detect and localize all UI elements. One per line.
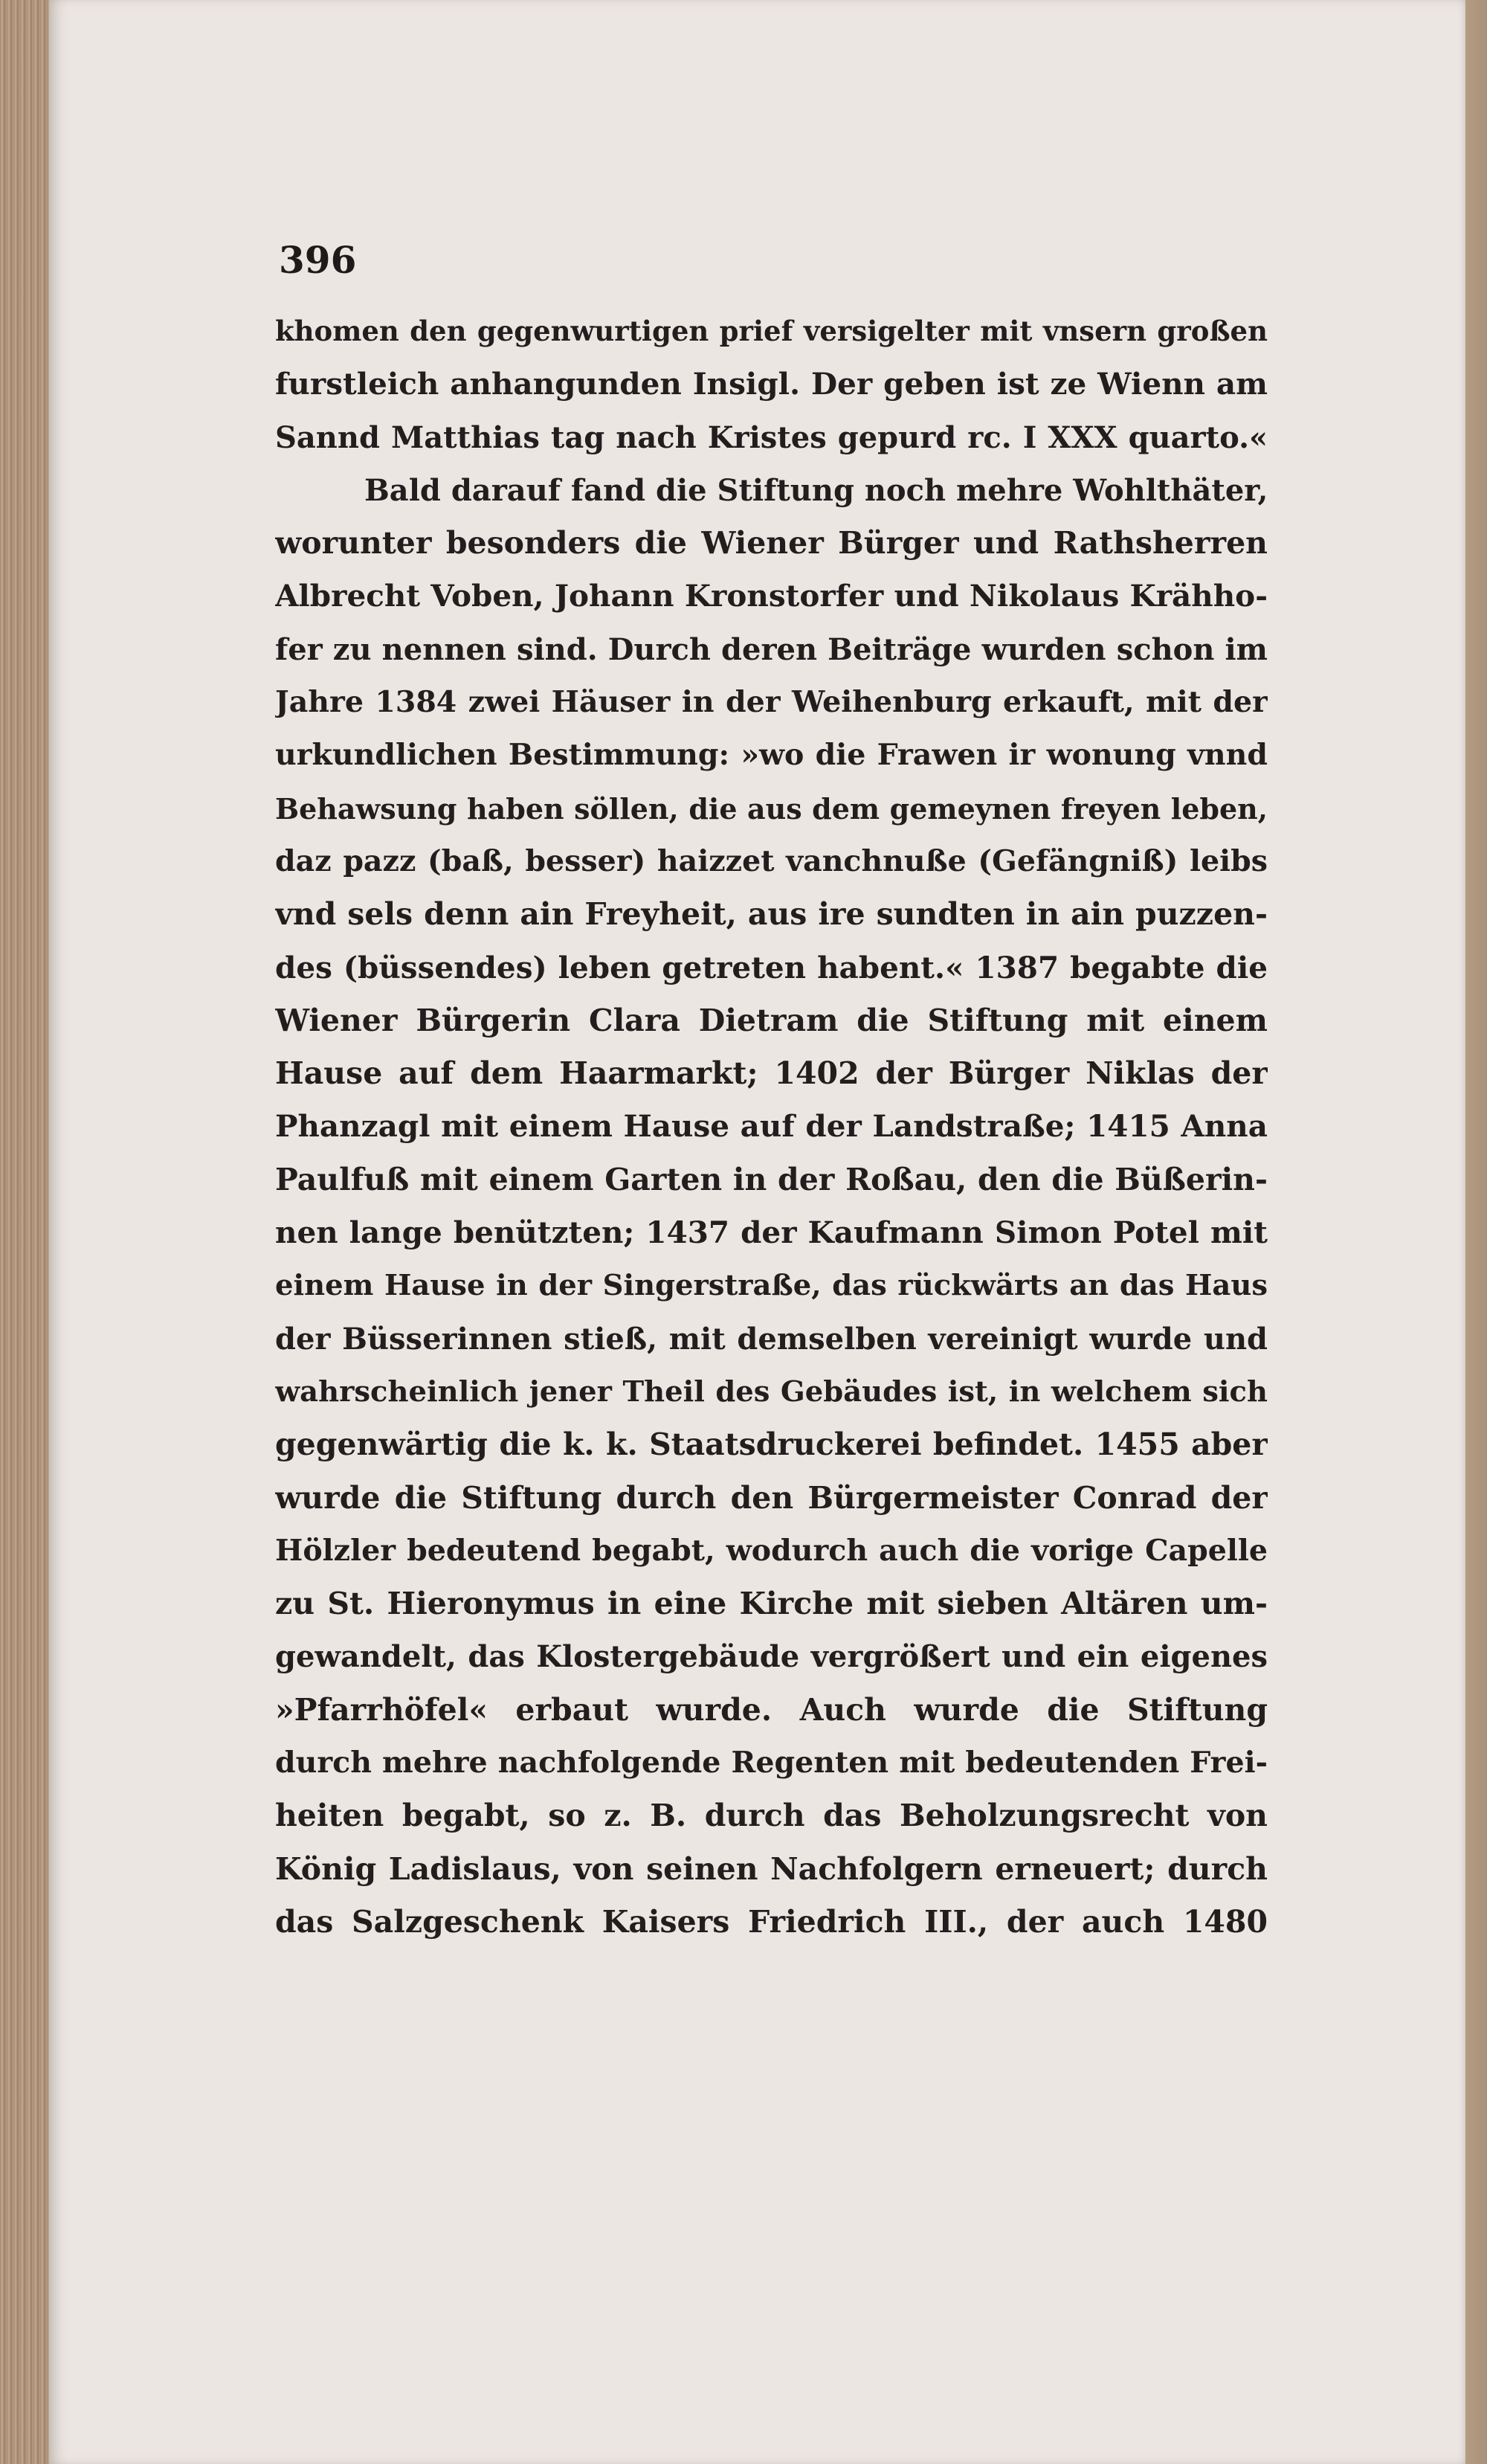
text-line: der Büsserinnen stieß, mit demselben vereinigt wurde und <box>275 1321 1268 1357</box>
body-text <box>275 305 1268 1949</box>
text-line: khomen den gegenwurtigen prief versigelter mit vnsern großen <box>275 315 1268 347</box>
page-number: 396 <box>279 238 357 282</box>
text-line: nen lange benützten; 1437 der Kaufmann Simon Potel mit <box>275 1215 1268 1251</box>
text-line: durch mehre nachfolgende Regenten mit bedeutenden Frei- <box>275 1746 1268 1781</box>
text-line: Albrecht Voben, Johann Kronstorfer und Nikolaus Krähho- <box>275 578 1268 614</box>
text-line: das Salzgeschenk Kaisers Friedrich III., der auch 1480 <box>275 1903 1268 1940</box>
text-line: Sannd Matthias tag nach Kristes gepurd rc. I XXX quarto.« <box>275 419 1268 455</box>
text-line: Wiener Bürgerin Clara Dietram die Stiftung mit einem <box>275 1002 1268 1038</box>
text-line: Behawsung haben söllen, die aus dem gemeynen freyen leben, <box>275 791 1268 826</box>
text-line: einem Hause in der Singerstraße, das rückwärts an das Haus <box>275 1269 1268 1303</box>
text-line: wurde die Stiftung durch den Bürgermeister Conrad der <box>275 1479 1268 1516</box>
text-line: zu St. Hieronymus in eine Kirche mit sieben Altären um- <box>275 1586 1268 1622</box>
text-line: urkundlichen Bestimmung: »wo die Frawen ir wonung vnnd <box>275 738 1268 773</box>
stacked-page-edges <box>0 0 52 2464</box>
text-line: gegenwärtig die k. k. Staatsdruckerei befindet. 1455 aber <box>275 1426 1268 1463</box>
text-line: Jahre 1384 zwei Häuser in der Weihenburg erkauft, mit der <box>275 685 1268 720</box>
text-line: wahrscheinlich jener Theil des Gebäudes ist, in welchem sich <box>275 1374 1268 1409</box>
text-line: furstleich anhangunden Insigl. Der geben ist ze Wienn am <box>275 366 1268 402</box>
text-line: worunter besonders die Wiener Bürger und Rathsherren <box>275 525 1268 562</box>
text-line: Hölzler bedeutend begabt, wodurch auch die vorige Capelle <box>275 1533 1268 1568</box>
text-line: fer zu nennen sind. Durch deren Beiträge wurden schon im <box>275 631 1268 667</box>
text-line: des (büssendes) leben getreten habent.« 1387 begabte die <box>275 949 1268 985</box>
text-line: vnd sels denn ain Freyheit, aus ire sundten in ain puzzen- <box>275 896 1268 933</box>
text-line: daz pazz (baß, besser) haizzet vanchnuße (Gefängniß) leibs <box>275 843 1268 878</box>
text-line: heiten begabt, so z. B. durch das Beholzungsrecht von <box>275 1798 1268 1834</box>
text-line: gewandelt, das Klostergebäude vergrößert und ein eigenes <box>275 1639 1268 1675</box>
text-line: Paulfuß mit einem Garten in der Roßau, den die Büßerin- <box>275 1161 1268 1197</box>
text-line: Hause auf dem Haarmarkt; 1402 der Bürger Niklas der <box>275 1055 1268 1092</box>
text-line: »Pfarrhöfel« erbaut wurde. Auch wurde die Stiftung <box>275 1691 1268 1728</box>
book-cover-edge <box>1465 0 1487 2464</box>
text-line: Bald darauf fand die Stiftung noch mehre Wohlthäter, <box>364 472 1268 508</box>
text-line: Phanzagl mit einem Hause auf der Landstraße; 1415 Anna <box>275 1108 1268 1145</box>
text-line: König Ladislaus, von seinen Nachfolgern erneuert; durch <box>275 1850 1268 1887</box>
